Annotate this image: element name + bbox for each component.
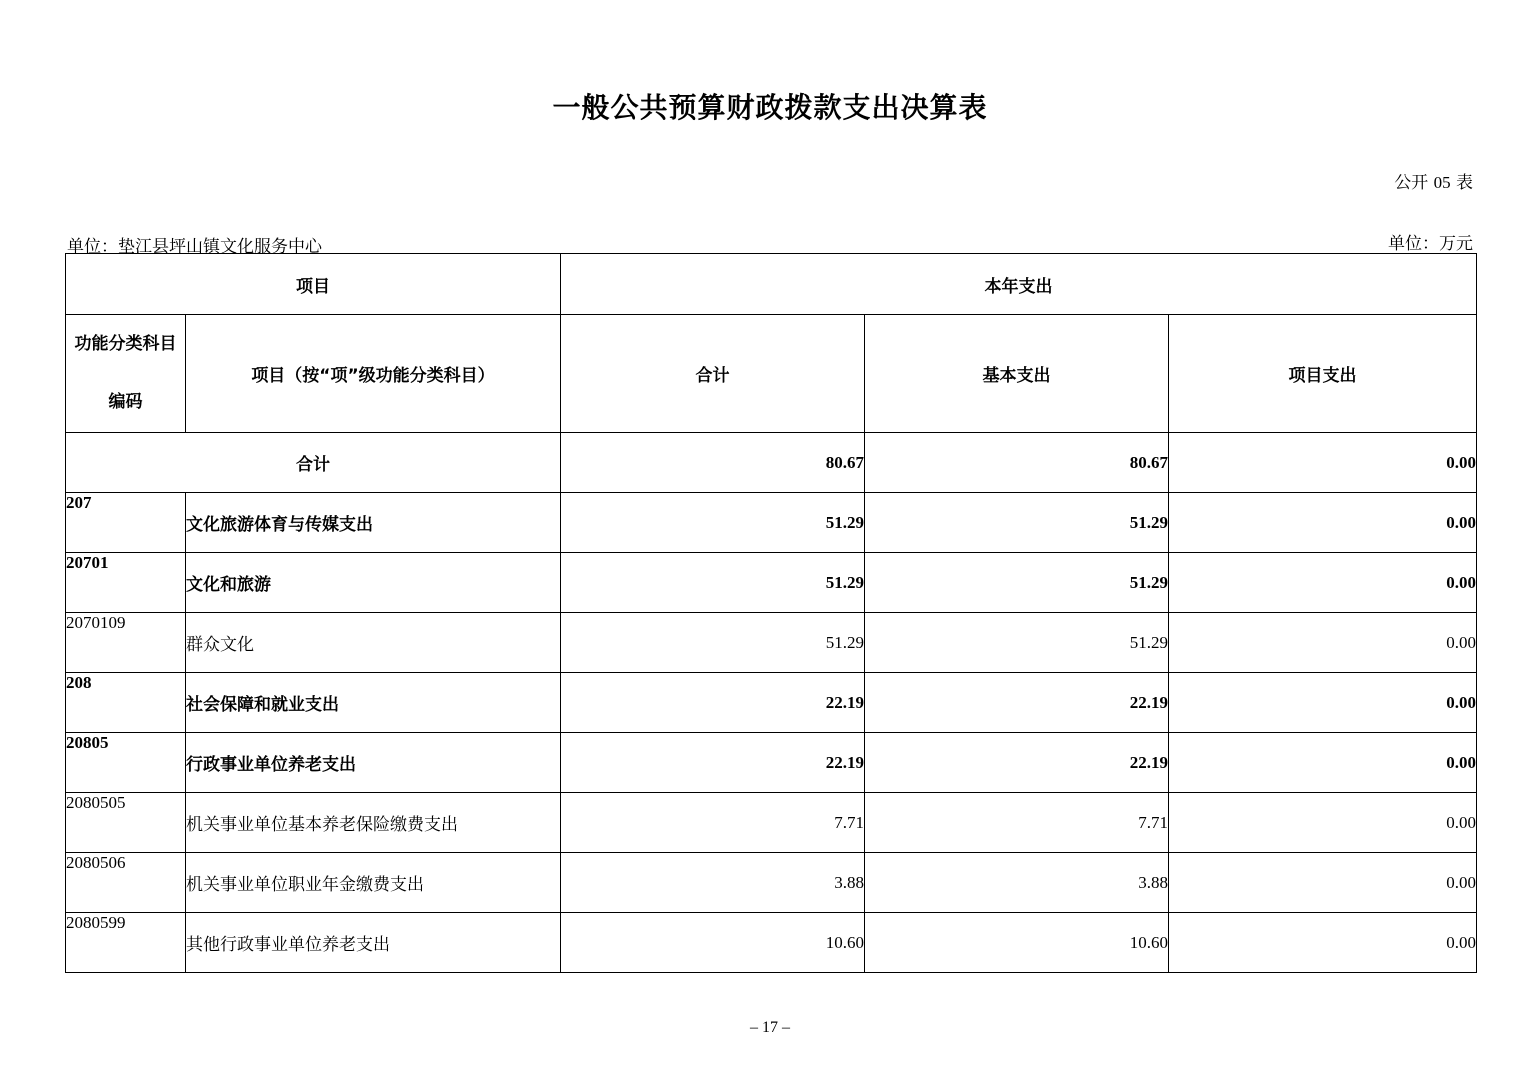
header-item-name: 项目（按“项”级功能分类科目） [186,315,561,433]
row-project: 0.00 [1169,553,1477,613]
row-basic: 7.71 [865,793,1169,853]
row-name: 群众文化 [186,613,561,673]
row-project: 0.00 [1169,733,1477,793]
row-project: 0.00 [1169,673,1477,733]
table-row [66,493,1477,553]
row-name: 机关事业单位基本养老保险缴费支出 [186,793,561,853]
row-total: 51.29 [561,613,865,673]
row-name: 其他行政事业单位养老支出 [186,913,561,973]
row-basic: 22.19 [865,733,1169,793]
row-code: 20701 [66,553,186,613]
row-project: 0.00 [1169,853,1477,913]
header-project-expense: 项目支出 [1169,315,1477,433]
row-total: 22.19 [561,733,865,793]
table-row [66,733,1477,793]
row-basic: 51.29 [865,553,1169,613]
table-number-suffix: 表 [1456,173,1473,193]
unit-currency: 单位：万元 [1388,234,1473,254]
table-number-prefix: 公开 [1394,173,1429,193]
row-code: 2080505 [66,793,186,853]
total-row-total: 80.67 [561,433,865,493]
row-code: 208 [66,673,186,733]
total-row-project: 0.00 [1169,433,1477,493]
row-code: 2080599 [66,913,186,973]
row-total: 7.71 [561,793,865,853]
row-name: 机关事业单位职业年金缴费支出 [186,853,561,913]
table-row [66,673,1477,733]
total-row [66,433,1477,493]
table-row [66,853,1477,913]
row-code: 207 [66,493,186,553]
row-basic: 22.19 [865,673,1169,733]
page-title: 一般公共预算财政拨款支出决算表 [552,91,988,124]
row-name: 文化和旅游 [186,553,561,613]
table-row [66,793,1477,853]
row-project: 0.00 [1169,613,1477,673]
table-number [1394,168,1473,193]
table-row [66,613,1477,673]
total-row-label: 合计 [66,433,561,493]
row-basic: 51.29 [865,613,1169,673]
header-row-top [66,254,1477,315]
row-basic: 51.29 [865,493,1169,553]
header-code-line1: 功能分类科目 [74,334,177,354]
row-project: 0.00 [1169,493,1477,553]
row-code: 20805 [66,733,186,793]
header-project: 项目 [66,254,561,315]
page-number: – 17 – [750,1019,790,1036]
header-current-year: 本年支出 [561,254,1477,315]
row-total: 51.29 [561,493,865,553]
header-code-line2: 编码 [108,392,143,412]
header-row-sub [66,315,1477,433]
row-basic: 3.88 [865,853,1169,913]
table-row [66,913,1477,973]
row-total: 51.29 [561,553,865,613]
unit-organization: 单位：垫江县坪山镇文化服务中心 [67,237,322,257]
row-code: 2080506 [66,853,186,913]
row-code: 2070109 [66,613,186,673]
table-number-value: 05 [1433,173,1451,192]
row-name: 行政事业单位养老支出 [186,733,561,793]
row-project: 0.00 [1169,913,1477,973]
total-row-basic: 80.67 [865,433,1169,493]
row-name: 文化旅游体育与传媒支出 [186,493,561,553]
header-basic: 基本支出 [865,315,1169,433]
row-total: 3.88 [561,853,865,913]
budget-table [65,253,1477,973]
row-total: 10.60 [561,913,865,973]
row-name: 社会保障和就业支出 [186,673,561,733]
row-basic: 10.60 [865,913,1169,973]
header-total: 合计 [561,315,865,433]
table-row [66,553,1477,613]
row-total: 22.19 [561,673,865,733]
row-project: 0.00 [1169,793,1477,853]
header-code [66,315,186,433]
